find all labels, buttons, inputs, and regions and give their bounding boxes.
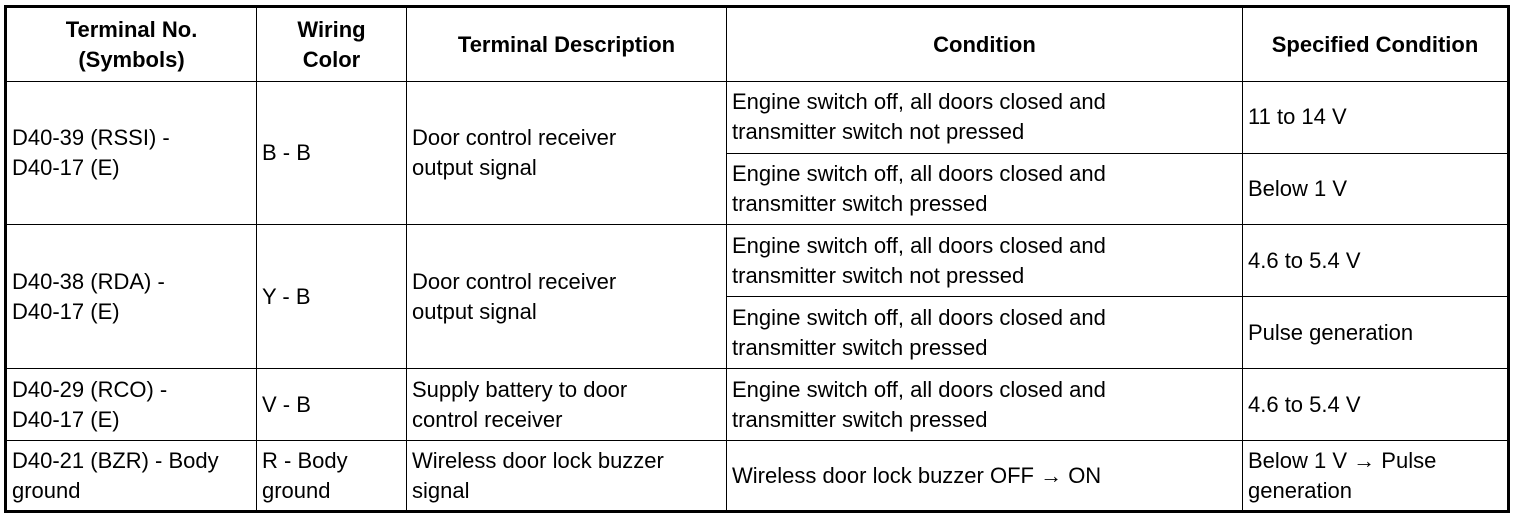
terminal-spec-table — [4, 5, 1510, 513]
wiring-color-cell: V - B — [257, 369, 407, 441]
description-cell: Door control receiver output signal — [407, 82, 727, 225]
condition-cell: Engine switch off, all doors closed and transmitter switch pressed — [727, 297, 1243, 369]
description-cell: Door control receiver output signal — [407, 225, 727, 369]
terminal-cell: D40-39 (RSSI) - D40-17 (E) — [6, 82, 257, 225]
specified-condition-cell: 4.6 to 5.4 V — [1243, 369, 1509, 441]
header-wiring-color: Wiring Color — [257, 7, 407, 82]
table-row — [6, 369, 1509, 441]
header-terminal-no: Terminal No. (Symbols) — [6, 7, 257, 82]
wiring-color-cell: Y - B — [257, 225, 407, 369]
specified-condition-cell: Pulse generation — [1243, 297, 1509, 369]
header-terminal-description: Terminal Description — [407, 7, 727, 82]
terminal-cell: D40-29 (RCO) - D40-17 (E) — [6, 369, 257, 441]
specified-condition-cell: Below 1 V → Pulse generation — [1243, 441, 1509, 512]
wiring-color-cell: B - B — [257, 82, 407, 225]
description-cell: Wireless door lock buzzer signal — [407, 441, 727, 512]
specified-condition-cell: 4.6 to 5.4 V — [1243, 225, 1509, 297]
condition-cell: Engine switch off, all doors closed and transmitter switch pressed — [727, 369, 1243, 441]
terminal-cell: D40-38 (RDA) - D40-17 (E) — [6, 225, 257, 369]
table-row — [6, 225, 1509, 297]
header-specified-condition: Specified Condition — [1243, 7, 1509, 82]
description-cell: Supply battery to door control receiver — [407, 369, 727, 441]
condition-cell: Engine switch off, all doors closed and transmitter switch not pressed — [727, 225, 1243, 297]
condition-cell: Engine switch off, all doors closed and transmitter switch not pressed — [727, 82, 1243, 154]
header-condition: Condition — [727, 7, 1243, 82]
specified-condition-cell: 11 to 14 V — [1243, 82, 1509, 154]
condition-cell: Wireless door lock buzzer OFF → ON — [727, 441, 1243, 512]
table-header-row — [6, 7, 1509, 82]
table-row — [6, 441, 1509, 512]
wiring-color-cell: R - Body ground — [257, 441, 407, 512]
specified-condition-cell: Below 1 V — [1243, 153, 1509, 225]
terminal-cell: D40-21 (BZR) - Body ground — [6, 441, 257, 512]
table-row — [6, 82, 1509, 154]
condition-cell: Engine switch off, all doors closed and transmitter switch pressed — [727, 153, 1243, 225]
